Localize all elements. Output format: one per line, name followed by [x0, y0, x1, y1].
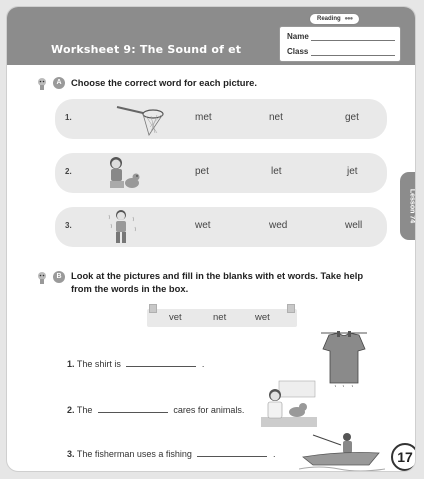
sentence-text: The fisherman uses a fishing [76, 449, 192, 459]
row-number: 2. [65, 167, 72, 176]
name-class-box [279, 26, 401, 62]
word-bank-box [147, 309, 297, 327]
worksheet-page [6, 6, 416, 472]
section-a-instruction: Choose the correct word for each picture. [71, 77, 257, 88]
sentence-text: . [201, 359, 205, 369]
brand-label: Reading [317, 16, 341, 22]
name-label: Name [287, 32, 309, 41]
section-b-instruction-line1: Look at the pictures and fill in the blanks with et words. Take help [71, 270, 364, 281]
worksheet-title: Worksheet 9: The Sound of et [51, 43, 242, 56]
wet-shirt-icon [321, 329, 367, 387]
word-bank-item: net [213, 312, 227, 323]
tape-icon [287, 304, 295, 313]
section-b-badge: B [53, 271, 65, 283]
sentence-number: 3. [67, 449, 75, 459]
row-number: 1. [65, 113, 72, 122]
class-line[interactable] [311, 55, 395, 56]
pencil-mascot-icon [35, 77, 49, 91]
choice-row-2 [55, 153, 387, 193]
tape-icon [149, 304, 157, 313]
pencil-mascot-icon [35, 271, 49, 285]
sentence-text: . [272, 449, 276, 459]
answer-blank[interactable] [98, 412, 168, 413]
word-option[interactable]: let [271, 166, 282, 177]
word-option[interactable]: get [345, 112, 359, 123]
worksheet-header [7, 7, 415, 65]
wet-boy-icon [103, 209, 143, 247]
name-row [287, 32, 309, 41]
net-icon [113, 101, 169, 139]
answer-blank[interactable] [197, 456, 267, 457]
row-number: 3. [65, 221, 72, 230]
word-option[interactable]: well [345, 220, 363, 231]
section-b-instruction-line2: from the words in the box. [71, 283, 189, 294]
sentence-text: The [76, 405, 93, 415]
word-option[interactable]: wed [269, 220, 288, 231]
choice-row-1 [55, 99, 387, 139]
answer-blank[interactable] [126, 366, 196, 367]
word-bank-item: wet [255, 312, 270, 323]
sentence-number: 2. [67, 405, 75, 415]
word-option[interactable]: wet [195, 220, 211, 231]
vet-icon [259, 379, 319, 429]
word-bank-item: vet [169, 312, 182, 323]
choice-row-3 [55, 207, 387, 247]
class-label: Class [287, 47, 309, 56]
word-option[interactable]: jet [347, 166, 358, 177]
lesson-side-tab [400, 172, 416, 240]
sentence-1 [67, 359, 204, 369]
page-number: 17 [391, 443, 416, 471]
section-a-badge: A [53, 77, 65, 89]
sentence-2 [67, 405, 244, 415]
sentence-3 [67, 449, 275, 459]
name-line[interactable] [311, 40, 395, 41]
word-option[interactable]: met [195, 112, 212, 123]
brand-dots-icon: ●●● [344, 16, 353, 22]
word-option[interactable]: net [269, 112, 283, 123]
sentence-text: cares for animals. [173, 405, 245, 415]
fisherman-boat-icon [299, 431, 385, 472]
word-option[interactable]: pet [195, 166, 209, 177]
sentence-text: The shirt is [76, 359, 121, 369]
class-row [287, 47, 308, 56]
girl-with-pet-icon [103, 155, 143, 193]
sentence-number: 1. [67, 359, 75, 369]
reading-brand-badge [309, 13, 360, 25]
lesson-tab-label: Lesson 74 [408, 188, 416, 224]
